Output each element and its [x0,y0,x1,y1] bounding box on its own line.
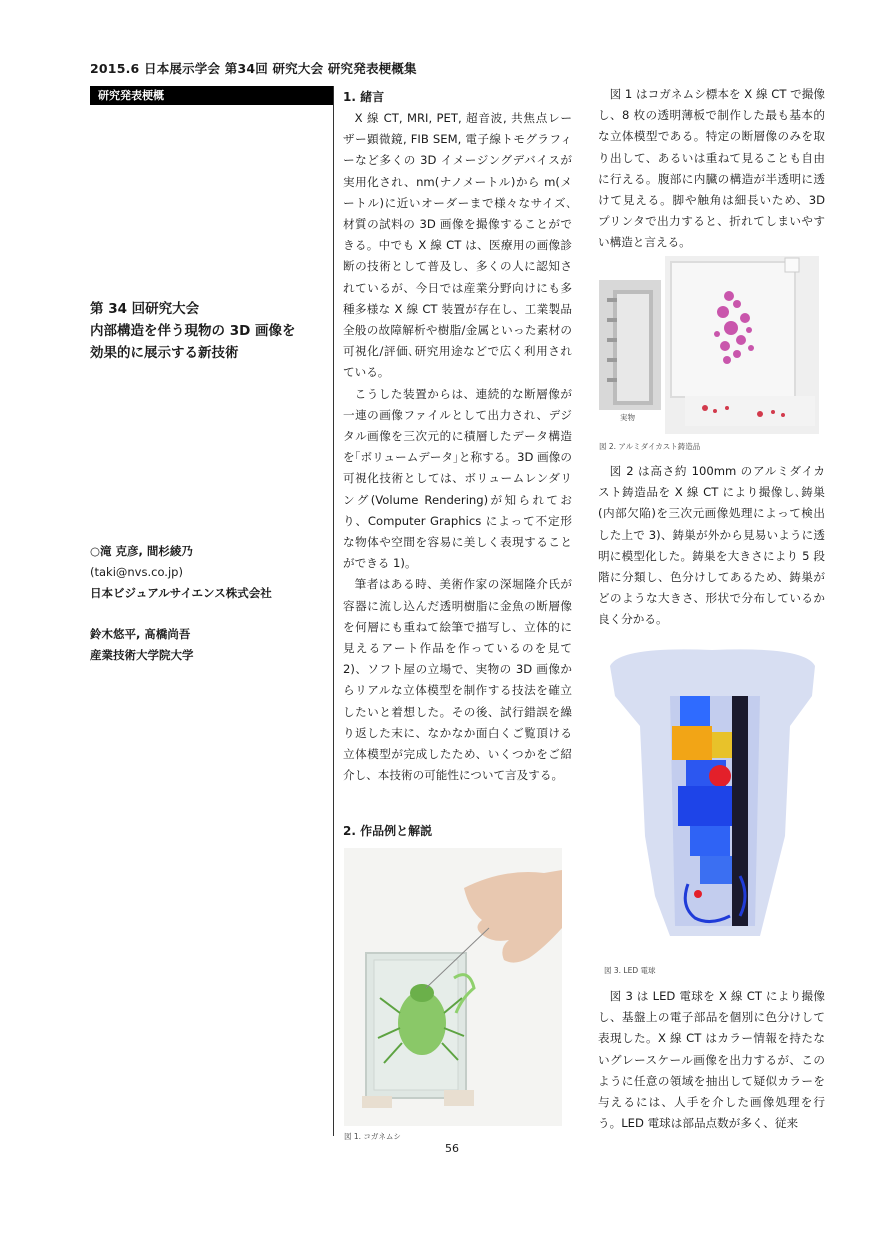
section-1-heading: 1. 緒言 [343,90,385,104]
paragraph: 図 1 はコガネムシ標本を X 線 CT で撮像し、8 枚の透明薄板で制作した最も基本的な立体模型である。特定の断層像のみを取り出して、あるいは重ねて見ることも自由に行える。腹部に内臓の構造が半透明に透けて見える。脚や触角は細長いため、3D プリンタで出力すると、折れてしまいやすい構造と言える。 [598,87,825,250]
casting-photo [599,280,661,410]
beetle-model-illustration [344,848,562,1126]
column-2-text [343,108,572,787]
author-email: (taki@nvs.co.jp) [90,565,183,579]
transparent-casting-model [665,256,819,434]
author-affiliation-1: 日本ビジュアルサイエンス株式会社 [90,586,272,600]
section-label-bar: 研究発表梗概 [90,86,333,105]
author-names-2: 鈴木悠平, 髙橋尚吾 [90,627,191,641]
paper-title-line-1: 内部構造を伴う現物の 3D 画像を [90,323,296,339]
conference-name: 第 34 回研究大会 [90,301,200,317]
column-3-text-top [598,84,825,254]
figure-2-inset-label: 実物 [620,413,635,422]
author-affiliation-2: 産業技術大学院大学 [90,648,194,662]
paragraph: 図 2 は高さ約 100mm のアルミダイカスト鋳造品を X 線 CT により撮像し､鋳巣(内部欠陥)を三次元画像処理によって検出した上で 3)、鋳巣が外から見易いように透明に模型化した。鋳巣を大きさにより 5 段階に分類し、色分けしてあるため、鋳巣がどのような大きさ、形状で分布しているか良く分かる。 [598,464,825,627]
left-column [90,86,334,1136]
author-names-1: ○滝 克彦, 間杉綾乃 [90,544,193,558]
paper-title-block [90,298,333,364]
led-bulb-ct-illustration [600,636,825,958]
page-number: 56 [445,1142,459,1155]
column-3-text-bottom [598,986,825,1134]
figure-3-caption: 図 3. LED 電球 [604,966,656,975]
paper-title-line-2: 効果的に展示する新技術 [90,345,239,361]
figure-1-caption: 図 1. コガネムシ [344,1132,401,1141]
journal-header: 2015.6 日本展示学会 第34回 研究大会 研究発表梗概集 [90,61,417,76]
figure-2-inset-photo [599,280,661,410]
author-block-2 [90,624,333,666]
figure-2-image [665,256,819,434]
column-3-text-middle [598,461,825,631]
figure-3-image [600,636,825,958]
paragraph: X 線 CT, MRI, PET, 超音波, 共焦点レーザー顕微鏡, FIB SEM, 電子線トモグラフィーなど多くの 3D イメージングデバイスが実用化され、nm(ナノメートル)から m(メートル)に近いオーダーまで様々なサイズ､材質の試料の 3D 画像を撮像することができる。中でも X 線 CT は、医療用の画像診断の技術として普及し、多くの人に認知されているが、今日では産業分野向けにも多種多様な X 線 CT 装置が存在し、工業製品全般の故障解析や樹脂/金属といった素材の可視化/評価､研究用途などで広く利用されている。 [343,111,572,380]
author-block-1 [90,541,333,604]
paragraph: こうした装置からは、連続的な断層像が一連の画像ファイルとして出力され、デジタル画像を三次元的に積層したデータ構造を｢ボリュームデータ｣と称する。3D 画像の可視化技術としては、ボリュームレンダリング(Volume Rendering)が知られており、Computer Graphics によって不定形な物体や空間を容易に美しく表現することができる 1)。 [343,386,572,571]
paragraph: 筆者はある時、美術作家の深堀隆介氏が容器に流し込んだ透明樹脂に金魚の断層像を何層にも重ねて絵筆で描写し、立体的に見えるアート作品を作っているのを見て 2)、ソフト屋の立場で、実物の 3D 画像からリアルな立体模型を制作する技法を確立したいと着想した。その後、試行錯誤を繰り返した末に、なかなか面白くご覧頂ける立体模型が完成したため、いくつかをご紹介し、本技術の可能性について言及する。 [343,577,572,783]
paragraph: 図 3 は LED 電球を X 線 CT により撮像し、基盤上の電子部品を個別に色分けして表現した。X 線 CT はカラー情報を持たないグレースケール画像を出力するが、このように任意の領域を抽出して疑似カラーを与えるには、人手を介した画像処理を行う。LED 電球は部品点数が多く、従来 [598,989,825,1131]
section-2-heading: 2. 作品例と解説 [343,824,433,838]
figure-2-caption: 図 2. アルミダイカスト鋳造品 [599,442,701,451]
figure-1-image [344,848,562,1126]
